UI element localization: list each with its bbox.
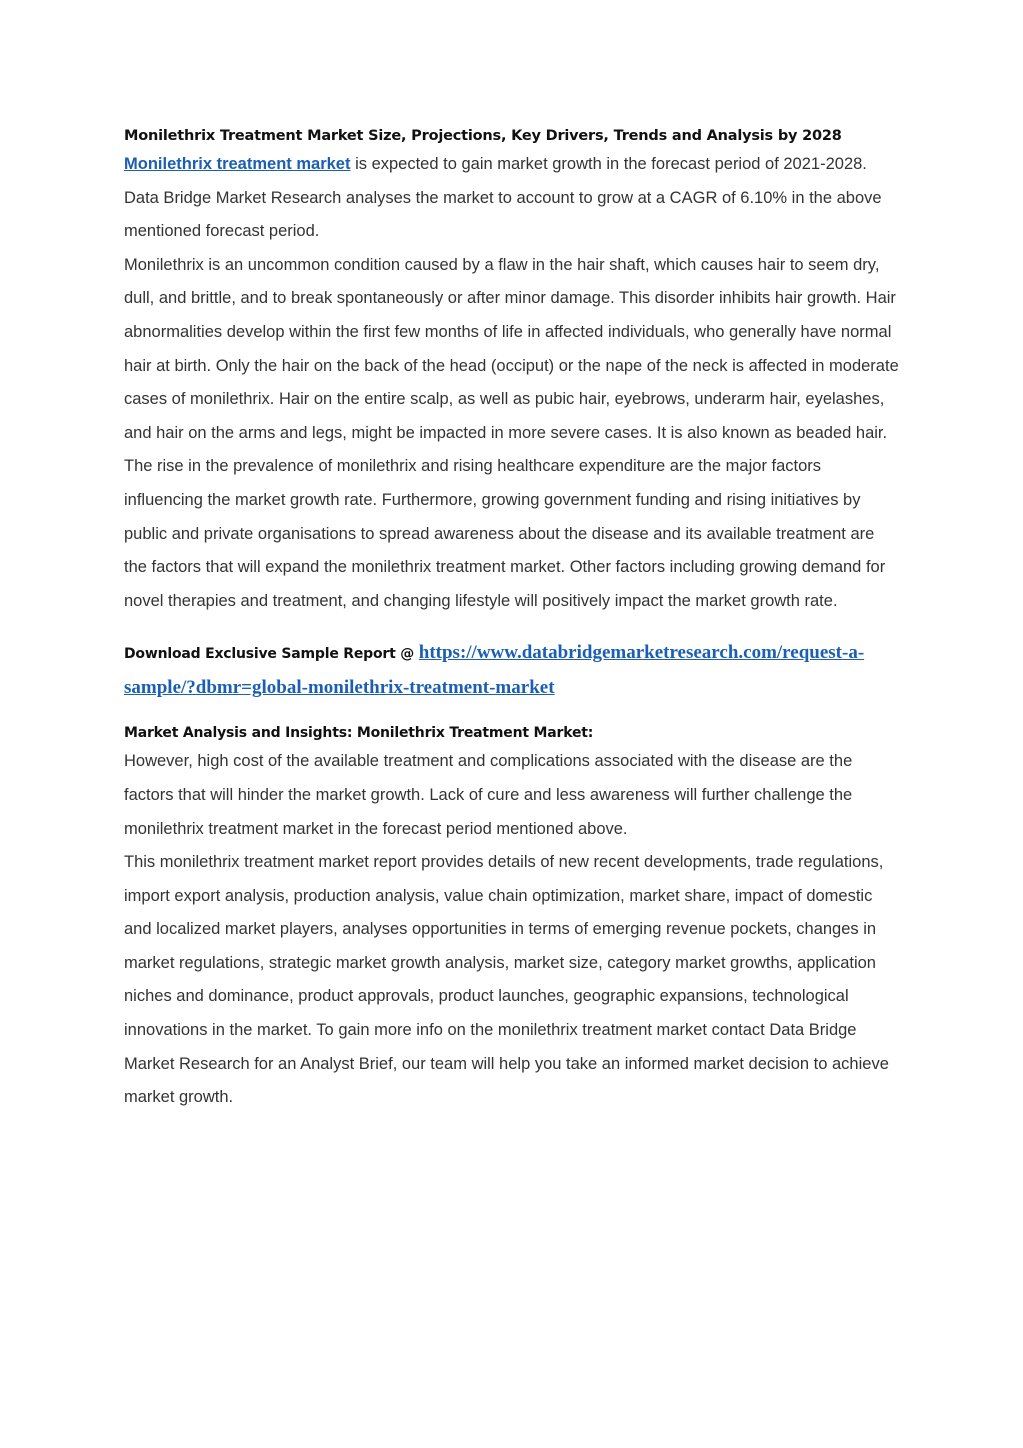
intro-paragraph [124,148,900,249]
document-title: Monilethrix Treatment Market Size, Projections, Key Drivers, Trends and Analysis by 2028 [124,128,842,144]
restraints-paragraph: However, high cost of the available treatment and complications associated with the disease are the factors that will hinder the market growth. Lack of cure and less awareness will further challenge the monilethrix treatment market in the forecast period mentioned above. [124,752,853,838]
document-page [124,124,900,1115]
report-details-paragraph: This monilethrix treatment market report provides details of new recent developments, trade regulations, import export analysis, production analysis, value chain optimization, market share, impact of domestic and localized market players, analyses opportunities in terms of emerging revenue pockets, changes in market regulations, strategic market growth analysis, market size, category market growths, application niches and dominance, product approvals, product launches, geographic expansions, technological innovations in the market. To gain more info on the monilethrix treatment market contact Data Bridge Market Research for an Analyst Brief, our team will help you take an informed market decision to achieve market growth. [124,853,889,1107]
drivers-paragraph: The rise in the prevalence of monilethrix and rising healthcare expenditure are the major factors influencing the market growth rate. Furthermore, growing government funding and rising initiatives by public and private organisations to spread awareness about the disease and its available treatment are the factors that will expand the monilethrix treatment market. Other factors including growing demand for novel therapies and treatment, and changing lifestyle will positively impact the market growth rate. [124,457,886,610]
intro-text: is expected to gain market growth in the forecast period of 2021-2028. Data Bridge Market Research analyses the market to account to grow at a CAGR of 6.10% in the above mentioned forecast period. [124,155,882,241]
sample-report-link[interactable]: https://www.databridgemarketresearch.com/request-a-sample/?dbmr=global-monilethrix-treatment-market [124,642,865,699]
section-subheading: Market Analysis and Insights: Monilethrix Treatment Market: [124,725,594,742]
description-paragraph: Monilethrix is an uncommon condition caused by a flaw in the hair shaft, which causes hair to seem dry, dull, and brittle, and to break spontaneously or after minor damage. This disorder inhibits hair growth. Hair abnormalities develop within the first few months of life in affected individuals, who generally have normal hair at birth. Only the hair on the back of the head (occiput) or the nape of the neck is affected in moderate cases of monilethrix. Hair on the entire scalp, as well as pubic hair, eyebrows, underarm hair, eyelashes, and hair on the arms and legs, might be impacted in more severe cases. It is also known as beaded hair. [124,255,899,442]
download-sample-line [124,636,900,705]
download-label: Download Exclusive Sample Report @ [124,646,419,663]
market-link[interactable]: Monilethrix treatment market [124,155,351,173]
